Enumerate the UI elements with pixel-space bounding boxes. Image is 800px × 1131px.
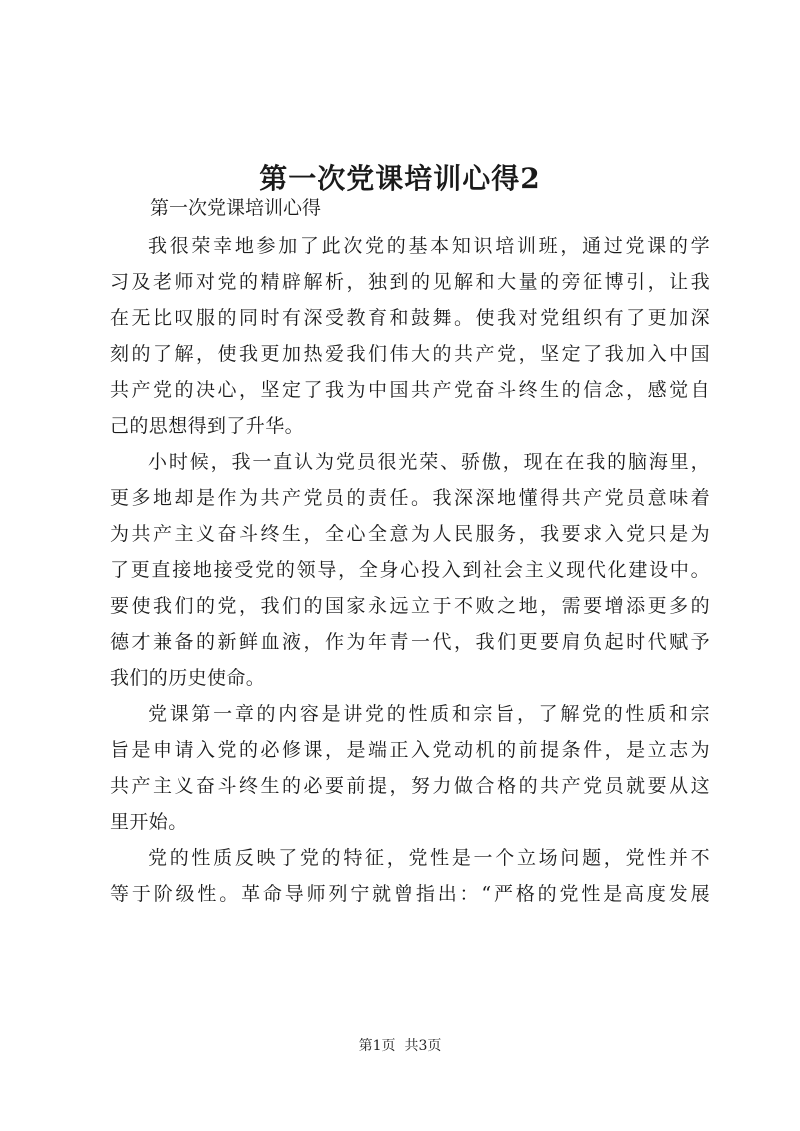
text-line: 了更直接地接受党的领导，全身心投入到社会主义现代化建设中。 (110, 559, 710, 581)
paragraph-2 (110, 444, 710, 696)
text-line: 共产党的决心，坚定了我为中国共产党奋斗终生的信念，感觉自 (110, 379, 710, 401)
subtitle: 第一次党课培训心得 (150, 197, 322, 219)
text-line: 更多地却是作为共产党员的责任。我深深地懂得共产党员意味着 (110, 487, 710, 509)
text-line: 刻的了解，使我更加热爱我们伟大的共产党，坚定了我加入中国 (110, 343, 710, 365)
text-line: 我们的历史使命。 (110, 667, 266, 689)
page-footer: 第1页 共3页 (358, 1038, 442, 1054)
text-line: 德才兼备的新鲜血液，作为年青一代，我们更要肩负起时代赋予 (110, 631, 710, 653)
page-title: 第一次党课培训心得2 (259, 161, 541, 195)
text-line: 为共产主义奋斗终生，全心全意为人民服务，我要求入党只是为 (110, 523, 710, 545)
text-line: 小时候，我一直认为党员很光荣、骄傲，现在在我的脑海里， (148, 451, 710, 473)
document-body (110, 188, 710, 912)
text-line: 我很荣幸地参加了此次党的基本知识培训班，通过党课的学 (148, 235, 710, 257)
text-line: 等于阶级性。革命导师列宁就曾指出：“严格的党性是高度发展 (110, 883, 710, 905)
text-line: 习及老师对党的精辟解析，独到的见解和大量的旁征博引，让我 (110, 271, 710, 293)
text-line: 共产主义奋斗终生的必要前提，努力做合格的共产党员就要从这 (110, 775, 710, 797)
text-line: 在无比叹服的同时有深受教育和鼓舞。使我对党组织有了更加深 (110, 307, 710, 329)
paragraph-4 (110, 840, 710, 912)
text-line: 里开始。 (110, 811, 188, 833)
text-line: 党课第一章的内容是讲党的性质和宗旨，了解党的性质和宗 (148, 703, 710, 725)
text-line: 党的性质反映了党的特征，党性是一个立场问题，党性并不 (148, 847, 710, 869)
text-line: 己的思想得到了升华。 (110, 415, 305, 437)
text-line: 旨是申请入党的必修课，是端正入党动机的前提条件，是立志为 (110, 739, 710, 761)
paragraph-1 (110, 228, 710, 444)
text-line: 要使我们的党，我们的国家永远立于不败之地，需要增添更多的 (110, 595, 710, 617)
paragraph-3 (110, 696, 710, 840)
